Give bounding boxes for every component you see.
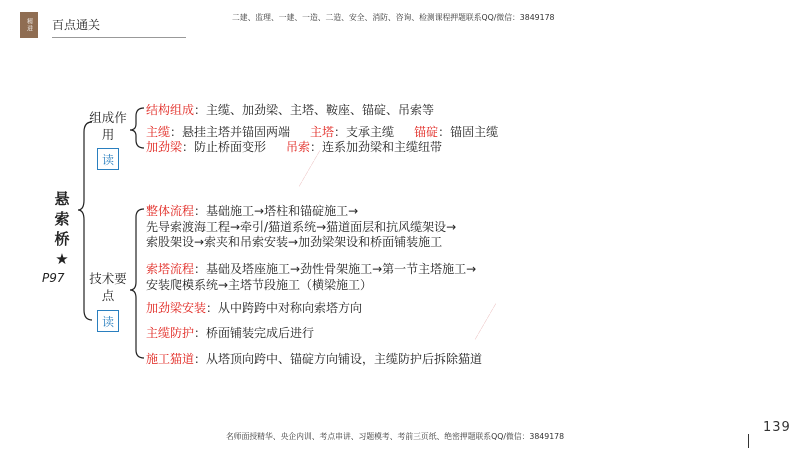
read-badge: 读: [97, 148, 119, 170]
content-text: ：主缆、加劲梁、主塔、鞍座、锚碇、吊索等: [194, 103, 435, 117]
keyword-label: 主缆: [146, 125, 171, 139]
watermark: ———————: [472, 301, 500, 342]
section-label-composition: 组成作用: [89, 110, 127, 142]
content-text: ：桥面铺装完成后进行: [194, 326, 315, 340]
content-text: 索股架设→索夹和吊索安装→加劲梁架设和桥面铺装施工: [146, 235, 443, 249]
keyword-label: 加劲梁: [146, 140, 183, 154]
content-line: [146, 202, 358, 219]
header-contact-note: 二建、监理、一建、一造、二造、安全、消防、咨询、检测课程押题联系QQ/微信：3849178: [232, 13, 555, 22]
content-text: 先导索渡海工程→牵引/猫道系统→猫道面层和抗风缆架设→: [146, 220, 457, 234]
content-text: ：连系加劲梁和主缆纽带: [310, 140, 443, 154]
content-text: ：从中跨跨中对称向索塔方向: [206, 301, 363, 315]
section-label-technical-points: 技术要点: [89, 271, 127, 303]
content-text: ：基础施工→塔柱和锚碇施工→: [194, 204, 359, 218]
content-text: ：基础及塔座施工→劲性骨架施工→第一节主塔施工→: [194, 262, 477, 276]
content-text: ：锚固主缆: [438, 125, 499, 139]
keyword-label: 结构组成: [146, 103, 195, 117]
page-number: 139: [763, 420, 791, 435]
keyword-label: 锚碇: [414, 125, 439, 139]
content-line: [146, 138, 442, 155]
logo-badge: 精进: [20, 12, 38, 38]
read-badge: 读: [97, 310, 119, 332]
page-title: 百点通关: [52, 18, 101, 32]
content-text: ：防止桥面变形: [182, 140, 267, 154]
keyword-label: 吊索: [286, 140, 311, 154]
content-line: [146, 299, 362, 316]
keyword-label: 主塔: [310, 125, 335, 139]
content-text: ：悬挂主塔并锚固两端: [170, 125, 291, 139]
content-line: [146, 276, 372, 293]
page-reference: P97: [42, 271, 65, 285]
page-number-rule: [748, 434, 749, 448]
content-line: [146, 233, 442, 250]
keyword-label: 整体流程: [146, 204, 195, 218]
content-line: [146, 101, 434, 118]
content-line: [146, 260, 476, 277]
watermark: ———————: [296, 148, 324, 189]
content-text: 安装爬模系统→主塔节段施工（横梁施工）: [146, 278, 373, 292]
keyword-label: 索塔流程: [146, 262, 195, 276]
keyword-label: 加劲梁安装: [146, 301, 207, 315]
content-text: ：从塔顶向跨中、锚碇方向铺设，主缆防护后拆除猫道: [194, 352, 483, 366]
footer-contact-note: 名师面授精华、央企内训、考点串讲、习题模考、考前三页纸、绝密押题联系QQ/微信：3849178: [226, 432, 565, 441]
keyword-label: 施工猫道: [146, 352, 195, 366]
main-topic-title: 悬索桥★: [54, 190, 70, 268]
content-text: ：支承主缆: [334, 125, 395, 139]
content-line: [146, 350, 482, 367]
keyword-label: 主缆防护: [146, 326, 195, 340]
content-line: [146, 324, 314, 341]
